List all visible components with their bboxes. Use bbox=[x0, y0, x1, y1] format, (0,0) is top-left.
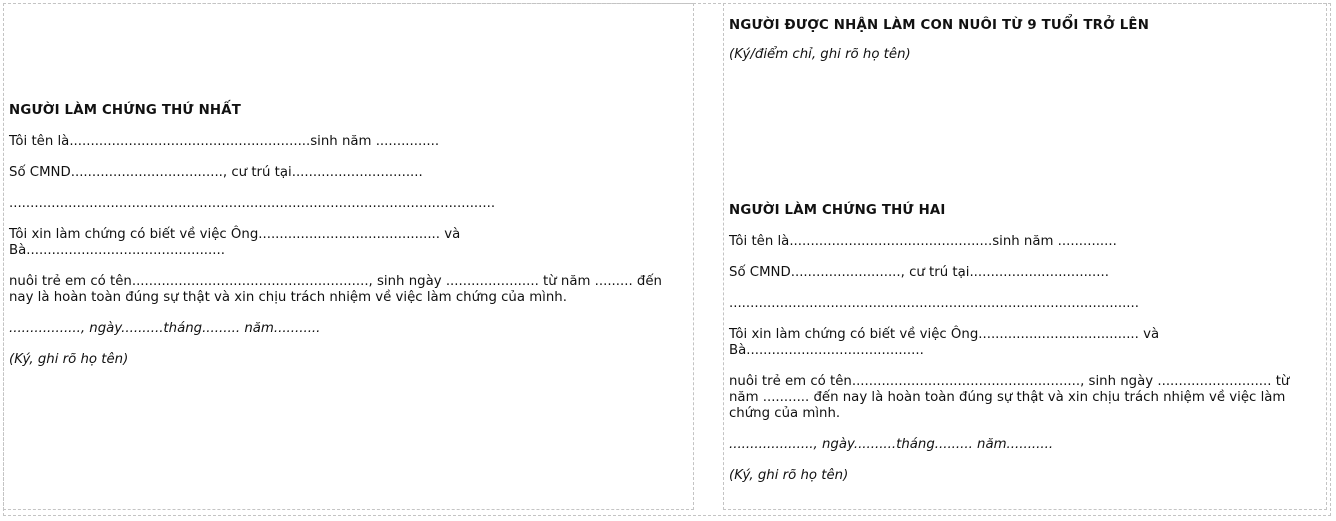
first-witness-statement-line: Tôi xin làm chứng có biết về việc Ông........................................... và Bà............................................... bbox=[9, 227, 461, 258]
first-witness-address-line: ................................................................................................................... bbox=[9, 196, 496, 211]
adoptee-heading: NGƯỜI ĐƯỢC NHẬN LÀM CON NUÔI TỪ 9 TUỔI TRỞ LÊN bbox=[729, 18, 1150, 33]
first-witness-date-line: ................., ngày..........tháng......... năm........... bbox=[9, 321, 321, 336]
second-witness-id-line: Số CMND.........................., cư trú tại................................. bbox=[729, 265, 1109, 280]
second-witness-block bbox=[729, 203, 1318, 499]
first-witness-id-line: Số CMND...................................., cư trú tại............................... bbox=[9, 165, 423, 180]
second-witness-statement-line: Tôi xin làm chứng có biết về việc Ông...................................... và Bà.......................................... bbox=[729, 327, 1160, 358]
first-witness-cell bbox=[3, 3, 694, 510]
first-witness-block bbox=[9, 103, 685, 383]
first-witness-heading: NGƯỜI LÀM CHỨNG THỨ NHẤT bbox=[9, 103, 241, 118]
second-witness-address-line: ................................................................................................. bbox=[729, 296, 1139, 311]
adoptee-block bbox=[729, 18, 1318, 78]
second-witness-adoption-line: nuôi trẻ em có tên......................................................, sinh ngày ........................... từ năm ........... đến nay là hoàn toàn đúng sự thật và xin chịu trách nhiệm về việc làm chứng của mình. bbox=[729, 374, 1290, 421]
second-witness-sign-line: (Ký, ghi rõ họ tên) bbox=[729, 468, 849, 483]
second-witness-heading: NGƯỜI LÀM CHỨNG THỨ HAI bbox=[729, 203, 946, 218]
second-witness-name-line: Tôi tên là................................................sinh năm .............. bbox=[729, 234, 1117, 249]
adoptee-and-second-witness-cell bbox=[723, 3, 1327, 510]
first-witness-adoption-line: nuôi trẻ em có tên........................................................, sinh ngày ...................... từ năm ......... đến nay là hoàn toàn đúng sự thật và xin chịu trách nhiệm về việc làm chứng của mình. bbox=[9, 274, 662, 305]
first-witness-name-line: Tôi tên là.........................................................sinh năm ............... bbox=[9, 134, 440, 149]
second-witness-date-line: ...................., ngày..........tháng......... năm........... bbox=[729, 437, 1054, 452]
adoptee-sign-line: (Ký/điểm chỉ, ghi rõ họ tên) bbox=[729, 47, 911, 62]
first-witness-sign-line: (Ký, ghi rõ họ tên) bbox=[9, 352, 129, 367]
